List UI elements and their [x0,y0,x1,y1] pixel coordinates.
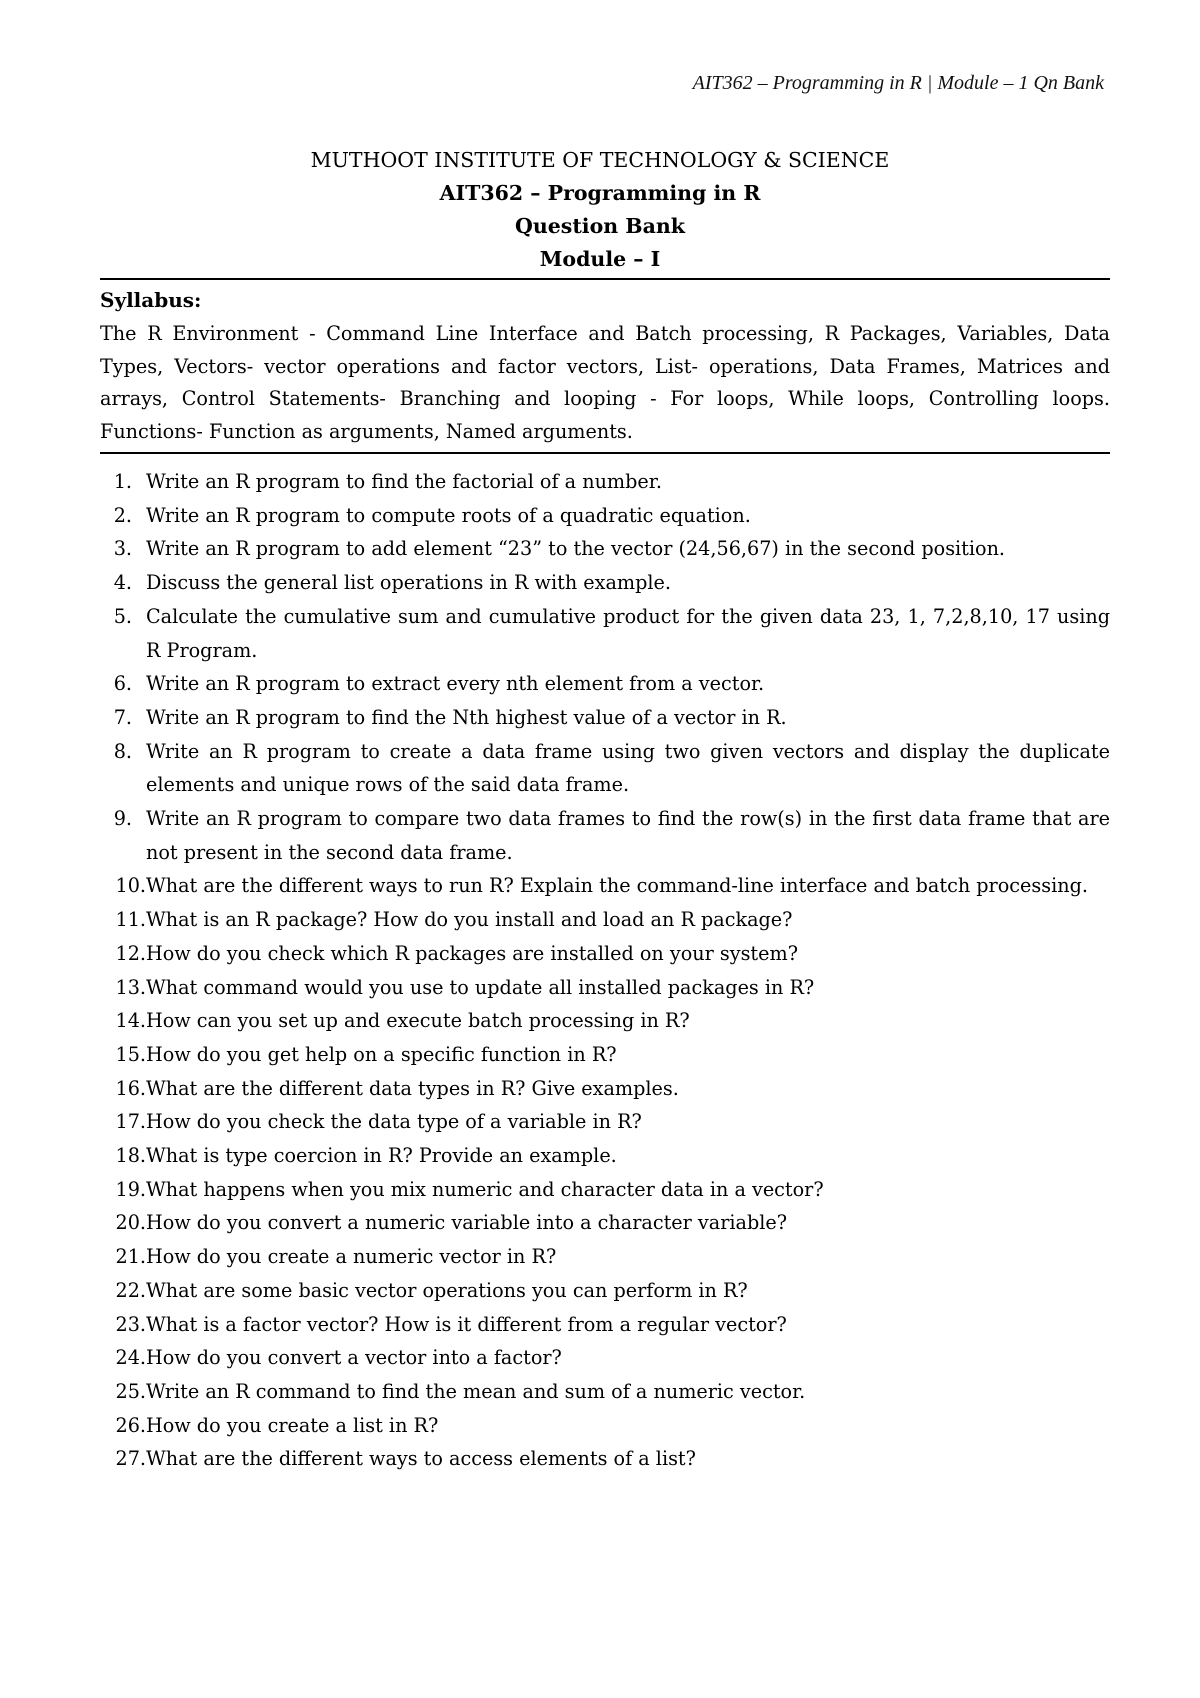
question-item [100,1409,1110,1443]
question-number: 18. [115,1144,146,1168]
question-text: Write an R program to add element “23” to the vector (24,56,67) in the second position. [146,537,1006,561]
question-number: 14. [115,1009,146,1033]
question-text: Calculate the cumulative sum and cumulative product for the given data 23, 1, 7,2,8,10, 17 using R Program. [146,604,1110,662]
question-text: Write an R program to find the factorial of a number. [146,470,662,493]
question-text: How do you get help on a specific function in R? [146,1042,617,1066]
question-item [100,600,1110,667]
question-item [100,1072,1110,1106]
question-item [100,1038,1110,1072]
question-text: How do you convert a numeric variable into a character variable? [146,1211,788,1235]
question-number: 19. [115,1177,146,1201]
question-text: What is a factor vector? How is it different from a regular vector? [146,1312,787,1336]
question-number: 10. [115,874,146,898]
question-text: How can you set up and execute batch processing in R? [146,1009,690,1033]
question-number: 12. [115,941,146,965]
question-item [100,1139,1110,1173]
syllabus-text: The R Environment - Command Line Interface and Batch processing, R Packages, Variables, Data Types, Vectors- vector operations and factor vectors, List- operations, Data Frames, Matrices and arrays, Control Statements- Branching and looping - For loops, While loops, Controlling loops. Functions- Function as arguments, Named arguments. [100,322,1110,443]
question-number: 5. [113,604,132,628]
question-number: 21. [115,1245,146,1269]
question-item [100,1442,1110,1476]
question-item [100,1105,1110,1139]
question-text: What are the different data types in R? Give examples. [146,1076,679,1100]
question-item [100,937,1110,971]
question-text: How do you create a list in R? [146,1413,439,1437]
question-number: 17. [115,1110,146,1134]
question-number: 2. [113,503,132,527]
question-item [100,903,1110,937]
question-text: Write an R program to extract every nth element from a vector. [146,672,765,696]
question-text: What are some basic vector operations you can perform in R? [146,1278,748,1302]
question-item [100,1341,1110,1375]
top-divider [100,278,1110,280]
question-text: What are the different ways to run R? Explain the command-line interface and batch processing. [146,874,1088,898]
institute-name: MUTHOOT INSTITUTE OF TECHNOLOGY & SCIENCE [310,148,890,172]
question-item [100,869,1110,903]
question-text: How do you convert a vector into a factor? [146,1346,562,1370]
question-text: Write an R command to find the mean and sum of a numeric vector. [146,1379,806,1403]
question-text: How do you check which R packages are installed on your system? [146,941,798,965]
question-number: 3. [113,537,132,561]
syllabus-heading: Syllabus: [100,288,202,312]
question-text: Write an R program to create a data frame using two given vectors and display the duplicate elements and unique rows of the said data frame. [146,739,1110,797]
question-number: 11. [115,908,146,932]
question-number: 26. [115,1413,146,1437]
question-text: What command would you use to update all installed packages in R? [146,975,815,999]
question-item [100,1308,1110,1342]
title-block [100,144,1100,276]
question-item [100,465,1110,499]
question-number: 27. [115,1447,146,1471]
document-type: Question Bank [514,214,686,238]
question-item [100,1004,1110,1038]
question-item [100,566,1110,600]
question-text: What are the different ways to access elements of a list? [146,1447,696,1471]
question-number: 1. [113,470,132,493]
question-list [100,465,1110,1476]
bottom-divider [100,452,1110,454]
question-text: How do you create a numeric vector in R? [146,1245,557,1269]
course-title: AIT362 – Programming in R [439,181,761,205]
question-number: 16. [115,1076,146,1100]
question-item [100,667,1110,701]
question-item [100,701,1110,735]
question-item [100,1375,1110,1409]
question-item [100,802,1110,869]
question-text: Write an R program to compute roots of a quadratic equation. [146,503,751,527]
question-text: Discuss the general list operations in R with example. [146,571,671,595]
question-text: What is type coercion in R? Provide an example. [146,1144,617,1168]
question-number: 6. [113,672,132,696]
question-number: 9. [113,807,132,831]
question-text: What happens when you mix numeric and character data in a vector? [146,1177,824,1201]
question-item [100,1173,1110,1207]
module-title: Module – I [539,247,661,271]
question-item [100,1274,1110,1308]
question-number: 15. [115,1042,146,1066]
running-header: AIT362 – Programming in R | Module – 1 Qn Bank [692,72,1104,94]
question-number: 24. [115,1346,146,1370]
question-text: How do you check the data type of a variable in R? [146,1110,642,1134]
question-item [100,971,1110,1005]
question-number: 23. [115,1312,146,1336]
question-item [100,1240,1110,1274]
question-item [100,1206,1110,1240]
question-item [100,499,1110,533]
question-item [100,735,1110,802]
question-number: 22. [115,1278,146,1302]
question-text: Write an R program to compare two data frames to find the row(s) in the first data frame that are not present in the second data frame. [146,807,1110,864]
question-number: 8. [113,739,132,763]
question-number: 4. [113,571,132,595]
question-number: 20. [115,1211,146,1235]
question-number: 7. [113,705,132,729]
question-item [100,532,1110,566]
question-text: Write an R program to find the Nth highest value of a vector in R. [146,705,787,729]
question-number: 25. [115,1379,146,1403]
question-text: What is an R package? How do you install and load an R package? [146,908,793,932]
question-number: 13. [115,975,146,999]
